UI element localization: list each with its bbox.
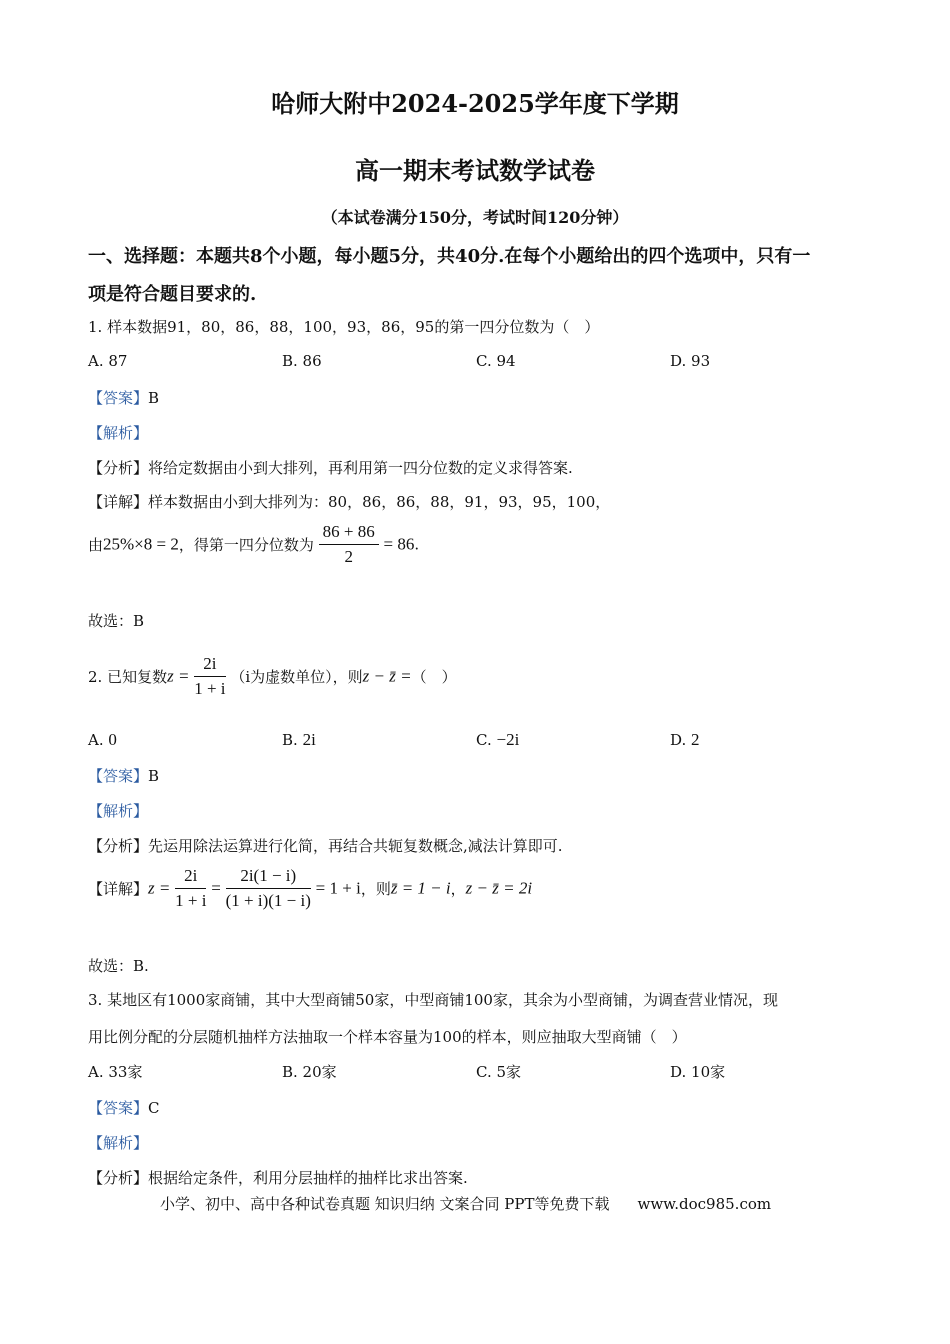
q2-option-d [670,730,700,750]
q1-analysis-row [88,457,573,478]
detail-difference: z − z̄ = 2i [465,878,533,898]
fraction-denominator: 1 + i [175,891,207,910]
detail-fraction-2 [226,866,311,911]
q3-option-a: A. 33家 [88,1063,143,1081]
exam-title-line1: 哈师大附中2024-2025学年度下学期 [271,89,679,118]
q2-stem-row [88,654,457,699]
q1-option-b: B. 86 [282,352,322,370]
step-mid: ，得第一四分位数为 [178,536,314,554]
analysis-tag: 【分析】 [88,837,149,855]
q3-option-d: D. 10家 [670,1063,726,1081]
q2-stem-end: （ ） [411,668,457,686]
q2-stem-mid: （i为虚数单位），则 [230,668,363,686]
footer-url[interactable]: www.doc985.com [637,1195,772,1213]
q1-detail-row [88,491,610,512]
step-prefix: 由 [88,536,104,554]
detail-sep: ， [450,880,466,898]
detail-lhs: z = [148,878,171,898]
exam-title-line2: 高一期末考试数学试卷 [355,156,595,185]
analysis-tag: 【分析】 [88,1169,149,1187]
q3-analysis-row [88,1167,468,1188]
analysis-tag: 【分析】 [88,459,149,477]
answer-tag: 【答案】 [88,389,149,407]
detail-text: 样本数据由小到大排列为：80，86，86，88，91，93，95，100， [148,493,611,511]
option-label: B. [282,731,303,749]
fraction-denominator: 1 + i [194,679,226,698]
quartile-fraction [319,522,379,567]
answer-tag: 【答案】 [88,767,149,785]
q2-option-b [282,730,316,750]
section-heading-line1: 一、选择题：本题共8个小题，每小题5分，共40分.在每个小题给出的四个选项中，只有一 [88,246,811,267]
q1-jiexi-tag: 【解析】 [88,424,149,442]
q2-jiexi-tag: 【解析】 [88,802,149,820]
analysis-text: 将给定数据由小到大排列，再利用第一四分位数的定义求得答案. [148,459,573,477]
detail-tag: 【详解】 [88,493,149,511]
q3-option-c: C. 5家 [476,1063,522,1081]
fraction-numerator: 2i [194,654,225,677]
q2-z-fraction [194,654,225,699]
q1-conclusion: 故选：B [88,612,145,630]
q1-step-row [88,522,419,567]
q2-analysis-row [88,835,563,856]
q2-option-c [476,730,519,750]
option-label: D. [670,731,692,749]
detail-equals: = [211,878,221,898]
answer-value: B [148,767,160,785]
answer-value: B [148,389,160,407]
q3-jiexi-tag: 【解析】 [88,1134,149,1152]
section-heading-line2: 项是符合题目要求的. [88,284,257,305]
step-end: . [414,535,420,554]
detail-fraction-1 [175,866,206,911]
fraction-numerator: 2i [175,866,206,889]
fraction-numerator: 86 + 86 [319,522,379,545]
option-value: −2i [496,730,520,749]
fraction-numerator: 2i(1 − i) [226,866,311,889]
detail-conjugate: z̄ = 1 − i [390,878,451,898]
detail-mid: ，则 [360,880,391,898]
q3-option-b: B. 20家 [282,1063,337,1081]
q1-option-d: D. 93 [670,352,711,370]
fraction-denominator: (1 + i)(1 − i) [225,891,311,910]
q2-expression: z − z̄ = [362,666,412,686]
answer-value: C [148,1099,160,1117]
page-footer [160,1193,771,1214]
option-value: 2 [691,730,700,749]
footer-text: 小学、初中、高中各种试卷真题 知识归纳 文案合同 PPT等免费下载 [160,1195,610,1213]
option-value: 2i [302,730,316,749]
option-label: C. [476,731,497,749]
q3-stem-line2: 用比例分配的分层随机抽样方法抽取一个样本容量为100的样本，则应抽取大型商铺（ ） [88,1028,687,1046]
exam-subtitle: （本试卷满分150分，考试时间120分钟） [321,208,629,227]
q3-stem-line1: 3. 某地区有1000家商铺，其中大型商铺50家，中型商铺100家，其余为小型商铺，为调查营业情况，现 [88,991,778,1009]
detail-result: = 1 + i [315,878,361,898]
option-label: A. [88,731,109,749]
q2-option-a [88,730,117,750]
fraction-denominator: 2 [344,547,353,566]
q1-option-c: C. 94 [476,352,516,370]
q2-stem-prefix: 2. 已知复数 [88,668,168,686]
analysis-text: 先运用除法运算进行化简，再结合共轭复数概念,减法计算即可. [148,837,563,855]
q2-conclusion: 故选：B. [88,957,149,975]
fraction-result: = 86 [383,534,415,554]
q1-option-a: A. 87 [88,352,128,370]
analysis-text: 根据给定条件，利用分层抽样的抽样比求出答案. [148,1169,468,1187]
q1-stem: 1. 样本数据91，80，86，88，100，93，86，95的第一四分位数为（ ） [88,318,600,336]
option-value: 0 [108,730,117,749]
q2-answer-row [88,765,159,786]
answer-tag: 【答案】 [88,1099,149,1117]
step-math: 25%×8 = 2 [103,534,179,554]
detail-tag: 【详解】 [88,880,149,898]
q2-z-lhs: z = [167,666,190,686]
q3-answer-row [88,1097,160,1118]
q2-detail-row [88,866,532,911]
q1-answer-row [88,387,159,408]
